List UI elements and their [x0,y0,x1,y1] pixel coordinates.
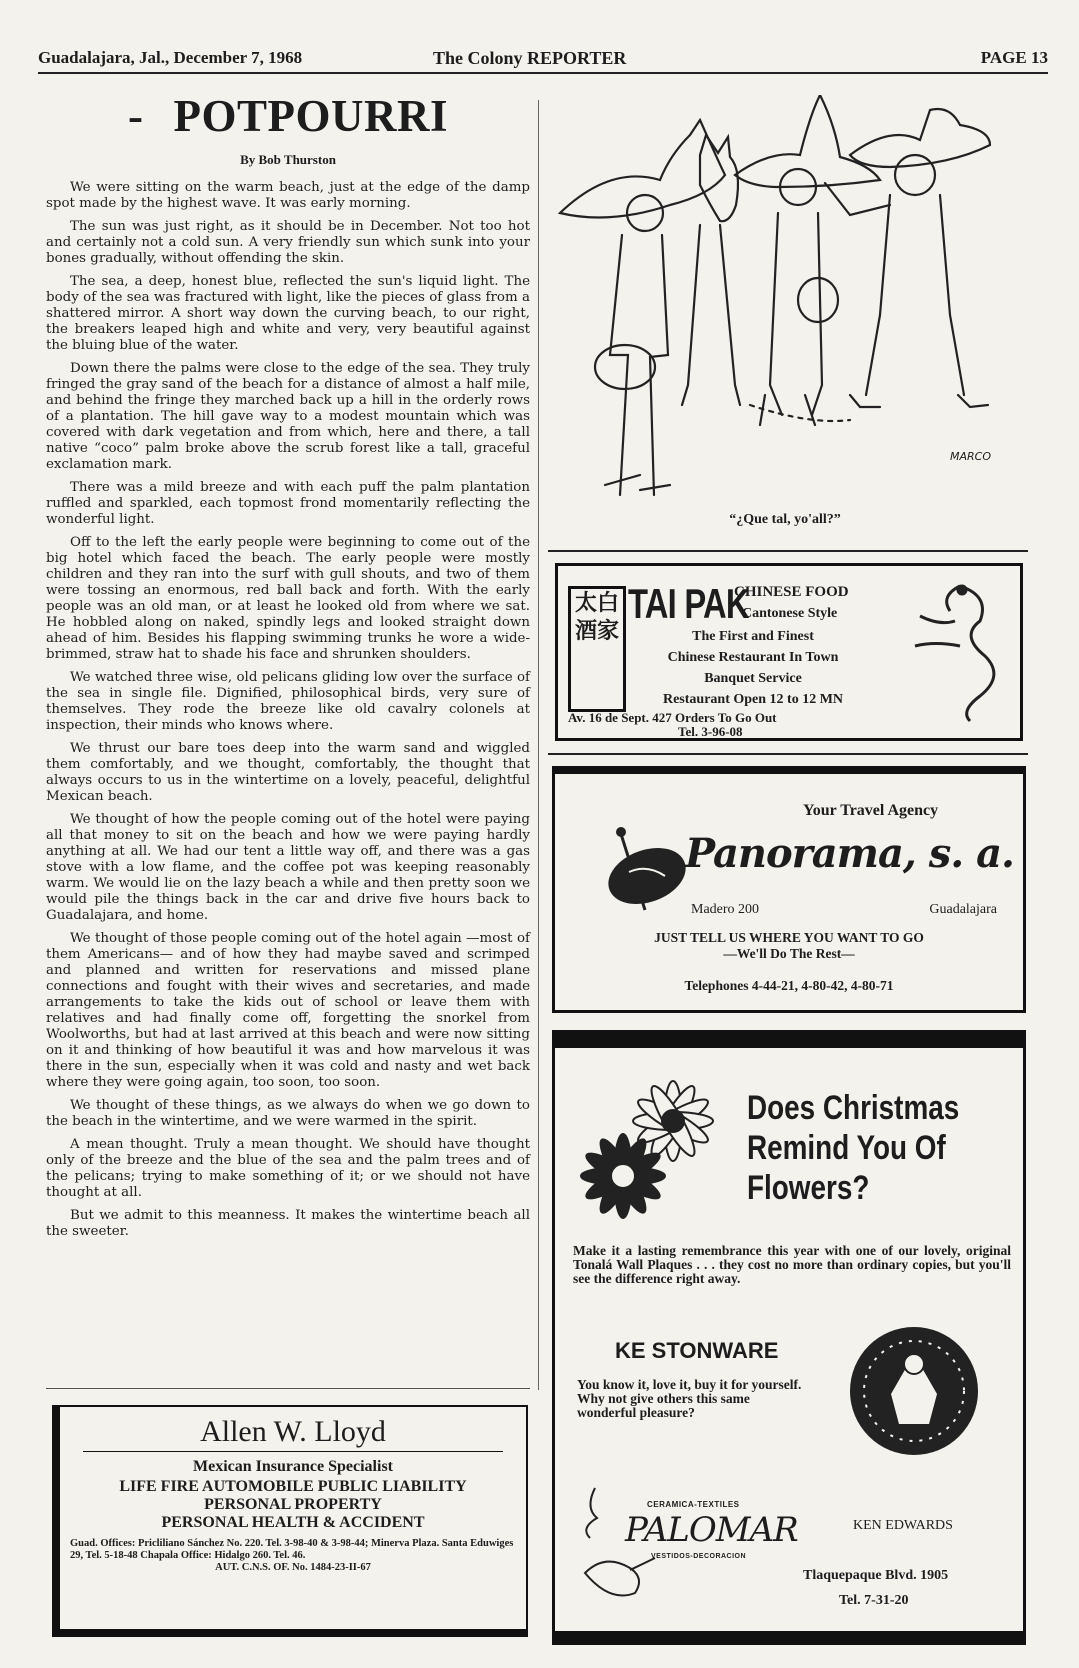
paragraph: There was a mild breeze and with each puff the palm plantation ruffled and sparkled, each topmost frond momentarily reflecting the wonderful light. [46,480,530,527]
divider [548,550,1028,552]
column-divider [538,100,539,1390]
ad-copy: Make it a lasting remembrance this year with one of our lovely, original Tonalá Wall Plaques . . . they cost no more than ordinary copies, but you'll see the difference right away. [573,1243,1011,1286]
paragraph: Off to the left the early people were beginning to come out of the big hotel which faced the beach. The early people were mostly children and they ran into the surf with gull shouts, and two of them were tossing an enormous, red ball back and forth. With the early people was an old man, or at least he looked old from where we sat. He hobbled along on naked, spindly legs and looked straight down ahead of him. Besides his flapping swimming trunks he wore a wide-brimmed, straw hat to shade his face and shrunken shoulders. [46,535,530,662]
cartoonist-signature: MARCO [950,450,991,463]
restaurant-name: TAI PAK [628,580,749,627]
page-number: PAGE 13 [980,48,1048,67]
paragraph: Down there the palms were close to the edge of the sea. They truly fringed the gray sand of the beach for a distance of almost a half mile, and behind the fringe they marched back up a hill in the orderly rows of a plantation. The hill gave way to a modest mountain which was covered with dark vegetation and from which, here and there, a tall native “coco” palm broke above the scrub forest like a tall, graceful exclamation mark. [46,361,530,472]
ad-line: PERSONAL PROPERTY [204,1496,382,1513]
article-title [46,90,530,142]
ke-stonware-ad [552,1030,1026,1645]
plaque-icon [847,1324,981,1458]
paragraph: We thought of those people coming out of the hotel again —most of them Americans— and of how they had maybe saved and scrimped and planned and written for reservations and missed plane connections and fought with their wives and secretaries, and made arrangements to take the kids out of school or leave them with relatives and had finally come off, forgetting the snorkel from Woolworths, but had at last arrived at this beach and were now sitting on it and thinking of how beautiful it was and how marvelous it was there in the sun, especially when it was cold and nasty and wet back where they were going again, too soon, too soon. [46,931,530,1090]
dragon-icon [900,576,1010,726]
ad-line: Chinese Restaurant In Town [667,650,839,665]
headline-line: Flowers? [747,1169,870,1207]
headline-line: Does Christmas [747,1089,960,1127]
title-text: POTPOURRI [173,91,448,141]
article-body [46,180,530,1240]
palomar-logo-text: PALOMAR [625,1510,798,1550]
dateline: Guadalajara, Jal., December 7, 1968 [38,48,303,67]
city: Guadalajara [929,902,997,917]
slogan [555,930,1023,962]
chinese-seal: 太白酒家 [568,586,626,712]
paragraph: The sun was just right, as it should be in December. Not too hot and certainly not a cold sun. A very friendly sun which sunk into your bones gradually, without offending the skin. [46,219,530,266]
title-dash: - [128,91,144,141]
panorama-travel-ad [552,766,1026,1013]
cartoon-caption: “¿Que tal, yo'all?” [729,512,841,527]
owner-name: KEN EDWARDS [853,1518,953,1533]
address-line: Av. 16 de Sept. 427 Orders To Go Out [568,710,777,725]
cantonese-label: Cantonese Style [742,606,838,621]
ad-line: Restaurant Open 12 to 12 MN [662,692,844,707]
masthead [38,44,1048,74]
sombrero-center [735,95,880,187]
ad-copy-2: You know it, love it, buy it for yourself. Why not give others this same wonderful pleasure? [577,1377,802,1420]
paragraph: We thought of how the people coming out of the hotel were paying all that money to sit on the beach and how we were paying hardly anything at all. We had our tent a little way off, and there was a gas stove with a low flame, and the coffee pot was keeping reasonably warm. We would lie on the lazy beach a while and then pretty soon we would pile the things back in the car and drive five hours back to Guadalajara, and home. [46,812,530,923]
ad-line: Banquet Service [704,671,802,686]
palomar-category: CERAMICA-TEXTILES [647,1500,740,1509]
byline: By Bob Thurston [240,152,336,167]
article-potpourri [46,90,530,1247]
store-address: Tlaquepaque Blvd. 1905 [803,1568,949,1583]
ad-line: LIFE FIRE AUTOMOBILE PUBLIC LIABILITY [119,1478,467,1495]
store-phone: Tel. 7-31-20 [839,1593,909,1608]
agency-tagline: Your Travel Agency [803,802,939,819]
article-end-rule [46,1388,530,1389]
divider [548,753,1028,755]
street-address: Madero 200 [691,902,760,917]
phone-numbers: Telephones 4-44-21, 4-80-42, 4-80-71 [684,978,894,993]
lloyd-insurance-ad [52,1405,528,1637]
paragraph: The sea, a deep, honest blue, reflected the sun's liquid light. The body of the sea was fractured with light, like the pieces of glass from a shattered mirror. A short way down the curving beach, to our right, the breakers leaped high and white and very, very beautiful against the bluing blue of the water. [46,274,530,353]
slogan-line: JUST TELL US WHERE YOU WANT TO GO [654,930,924,945]
ad-address [568,711,777,739]
ad-line: PERSONAL HEALTH & ACCIDENT [161,1514,425,1531]
palomar-subtitle: VESTIDOS-DECORACION [651,1553,747,1560]
taipak-restaurant-ad [555,563,1023,741]
ad-name: Allen W. Lloyd [200,1415,386,1448]
headline-line: Remind You Of [747,1129,946,1167]
paragraph: We were sitting on the warm beach, just at the edge of the damp spot made by the highest wave. It was early morning. [46,180,530,211]
ad-details [628,626,878,710]
paragraph: A mean thought. Truly a mean thought. We should have thought only of the breeze and the blue of the sea and the palm trees and of the pelicans; trying to make something of it; or we should not have thought at all. [46,1137,530,1200]
phone-line: Tel. 3-96-08 [678,724,743,739]
slogan-line: —We'll Do The Rest— [723,946,855,961]
globe-icon [599,824,689,914]
ad-specialty: Mexican Insurance Specialist [193,1458,393,1475]
chinese-food-label: CHINESE FOOD [734,584,849,600]
ad-authorization: AUT. C.N.S. OF. No. 1484-23-II-67 [215,1562,371,1573]
agency-name: Panorama, s. a. [685,830,1014,877]
paragraph: We thrust our bare toes deep into the warm sand and wiggled them comfortably, and we thought, comfortably, the thought that always occurs to us in the wintertime on a lovely, peaceful, delightful Mexican beach. [46,741,530,804]
ad-offices: Guad. Offices: Pricliliano Sánchez No. 220. Tel. 3-98-40 & 3-98-44; Minerva Plaza. Santa Eduwiges 29, Tel. 5-18-48 Chapala Office: Hidalgo 260. Tel. 46. [70,1538,514,1561]
divider [83,1451,502,1452]
cartoon-illustration [550,95,1020,535]
ad-line: The First and Finest [692,629,814,644]
flowers-icon [573,1066,733,1236]
paragraph: But we admit to this meanness. It makes the wintertime beach all the sweeter. [46,1208,530,1239]
newspaper-name: The Colony REPORTER [433,48,627,68]
brand-name: KE STONWARE [615,1338,779,1363]
paragraph: We watched three wise, old pelicans gliding low over the surface of the sea in single file. Dignified, philosophical birds, very sure of themselves. They rode the breeze like old cavalry colonels at inspection, their minds who knows where. [46,670,530,733]
paragraph: We thought of these things, as we always do when we go down to the beach in the wintertime, and we were warmed in the spirit. [46,1098,530,1129]
cowboy-hat [850,109,990,167]
ad-headline [747,1088,959,1208]
